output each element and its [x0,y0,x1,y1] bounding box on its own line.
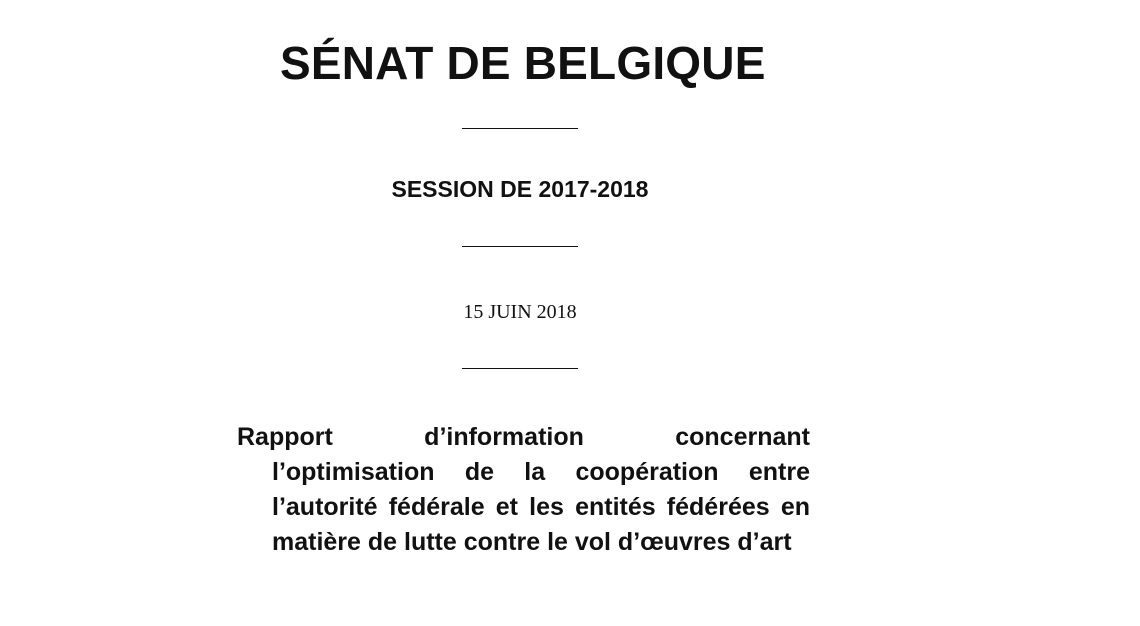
document-date: 15 JUIN 2018 [463,301,577,323]
report-title: Rapport d’information concernant l’optimisation de la coopération entre l’autorité fédérale et les entités fédérées en matière de lutte contre le vol d’œuvres d’art [237,423,810,556]
divider-2 [462,246,578,247]
institution-title: SÉNAT DE BELGIQUE [280,37,766,89]
session-label: SESSION DE 2017-2018 [391,176,649,202]
divider-3 [462,368,578,369]
divider-1 [462,128,578,129]
